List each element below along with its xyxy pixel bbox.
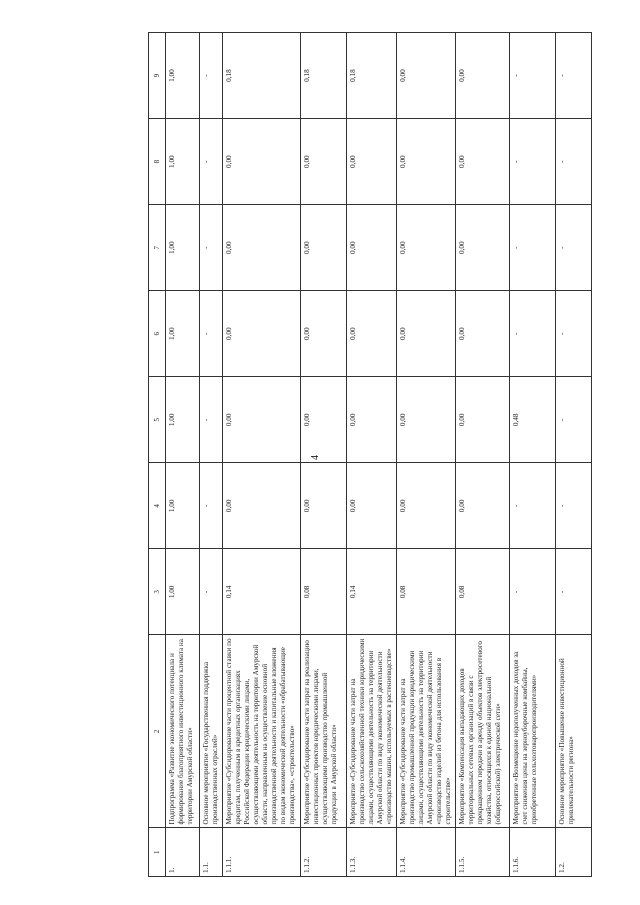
table-row xyxy=(166,33,200,877)
row-value: 1,00 xyxy=(166,119,200,205)
row-code: 1.2. xyxy=(556,828,592,877)
row-description: Подпрограмма «Развитие экономического потенциала и формирование благоприятного инвестиционного климата на территории Амурской области» xyxy=(166,635,200,828)
table-row xyxy=(556,33,592,877)
row-value: - xyxy=(200,33,223,119)
row-code: 1.1.6. xyxy=(510,828,556,877)
row-value: 1,00 xyxy=(166,549,200,635)
row-value: 1,00 xyxy=(166,205,200,291)
row-value: 0,48 xyxy=(510,377,556,463)
row-description: Мероприятие «Субсидирование части затрат на реализацию инвестиционных проектов юридическими лицами, осуществляющими производство промышленной продукции в Амурской области» xyxy=(301,635,347,828)
row-value: 0,08 xyxy=(397,549,456,635)
row-value: 0,18 xyxy=(347,33,397,119)
row-value: 0,00 xyxy=(397,119,456,205)
column-header: 4 xyxy=(149,463,166,549)
row-value: 0,00 xyxy=(223,119,301,205)
row-code: 1.1.4. xyxy=(397,828,456,877)
row-value: 0,08 xyxy=(301,549,347,635)
table-row xyxy=(223,33,301,877)
column-header: 6 xyxy=(149,291,166,377)
row-value: 0,00 xyxy=(223,463,301,549)
row-value: - xyxy=(200,549,223,635)
row-value: 0,00 xyxy=(397,33,456,119)
row-value: - xyxy=(200,291,223,377)
row-value: 0,00 xyxy=(397,291,456,377)
row-value: 0,18 xyxy=(301,33,347,119)
row-value: - xyxy=(510,549,556,635)
table-row xyxy=(200,33,223,877)
row-value: 1,00 xyxy=(166,33,200,119)
row-value: 0,08 xyxy=(456,549,510,635)
row-value: 1,00 xyxy=(166,291,200,377)
column-header: 1 xyxy=(149,828,166,877)
row-value: - xyxy=(200,463,223,549)
row-value: 0,00 xyxy=(456,291,510,377)
row-value: 0,00 xyxy=(456,119,510,205)
row-value: 0,18 xyxy=(223,33,301,119)
row-code: 1.1. xyxy=(200,828,223,877)
row-value: 0,00 xyxy=(223,377,301,463)
row-value: - xyxy=(556,119,592,205)
row-description: Мероприятие «Субсидирование части процентной ставки по кредитам, полученным в кредитных организациях Российской Федерации юридическими лицами, осуществляющими деятельность на территории Амурской области, направленным на осуществление основной производственной деятельности и капитальные вложения по видам экономической деятельности «обрабатывающие производства», «строительство» xyxy=(223,635,301,828)
row-value: 0,00 xyxy=(347,291,397,377)
row-value: 0,00 xyxy=(456,463,510,549)
row-value: 1,00 xyxy=(166,463,200,549)
row-value: - xyxy=(556,463,592,549)
row-value: - xyxy=(200,205,223,291)
row-value: - xyxy=(556,291,592,377)
row-code: 1.1.1. xyxy=(223,828,301,877)
row-description: Основное мероприятие «Повышение инвестиционной привлекательности региона» xyxy=(556,635,592,828)
row-value: 0,00 xyxy=(301,377,347,463)
table-row xyxy=(301,33,347,877)
row-value: - xyxy=(510,33,556,119)
row-value: 0,14 xyxy=(347,549,397,635)
row-description: Основное мероприятие «Государственная поддержка производственных отраслей» xyxy=(200,635,223,828)
row-value: 0,00 xyxy=(456,377,510,463)
row-value: 0,00 xyxy=(223,205,301,291)
table-row xyxy=(397,33,456,877)
table-row xyxy=(456,33,510,877)
row-value: 0,00 xyxy=(301,463,347,549)
row-value: 0,00 xyxy=(456,33,510,119)
row-value: - xyxy=(556,33,592,119)
row-value: - xyxy=(200,119,223,205)
page-number: 4 xyxy=(310,455,321,460)
row-value: - xyxy=(510,119,556,205)
row-value: 0,00 xyxy=(347,119,397,205)
row-value: 0,00 xyxy=(456,205,510,291)
row-description: Мероприятие «Субсидирование части затрат на производство промышленной продукции юридическими лицами, осуществляющими деятельность на территории Амурской области по виду экономической деятельности «производство изделий из бетона для использования в строительстве» xyxy=(397,635,456,828)
row-value: 0,00 xyxy=(347,463,397,549)
row-value: 0,00 xyxy=(397,463,456,549)
row-description: Мероприятие «Компенсация выпадающих доходов территориальных сетевых организаций в связи с прекращением передачи в аренду объектов электросетевого хозяйства, относящихся к единой национальной (общероссийской) электрической сети» xyxy=(456,635,510,828)
row-value: 0,00 xyxy=(301,119,347,205)
row-description: Мероприятие «Субсидирование части затрат на производство сельскохозяйственной техники юридическими лицами, осуществляющими деятельность на территории Амурской области по виду экономической деятельности «производство машин, используемых в растениеводстве» xyxy=(347,635,397,828)
row-code: 1. xyxy=(166,828,200,877)
row-value: 0,00 xyxy=(397,205,456,291)
row-value: 0,00 xyxy=(223,291,301,377)
row-value: 0,14 xyxy=(223,549,301,635)
row-value: 0,00 xyxy=(347,205,397,291)
table-row xyxy=(510,33,556,877)
row-value: 0,00 xyxy=(397,377,456,463)
column-header: 3 xyxy=(149,549,166,635)
row-value: 0,00 xyxy=(301,205,347,291)
row-value: 1,00 xyxy=(166,377,200,463)
row-code: 1.1.5. xyxy=(456,828,510,877)
column-header: 8 xyxy=(149,119,166,205)
row-value: 0,00 xyxy=(347,377,397,463)
row-value: - xyxy=(556,205,592,291)
column-header: 5 xyxy=(149,377,166,463)
row-value: 0,00 xyxy=(301,291,347,377)
row-value: - xyxy=(510,463,556,549)
row-value: - xyxy=(556,549,592,635)
column-header: 7 xyxy=(149,205,166,291)
row-value: - xyxy=(556,377,592,463)
row-value: - xyxy=(200,377,223,463)
column-header: 2 xyxy=(149,635,166,828)
data-table xyxy=(148,32,592,877)
column-header: 9 xyxy=(149,33,166,119)
row-code: 1.1.3. xyxy=(347,828,397,877)
row-code: 1.1.2. xyxy=(301,828,347,877)
rotated-table-container xyxy=(148,32,592,877)
row-value: - xyxy=(510,205,556,291)
row-description: Мероприятие «Возмещение недополученных доходов за счет снижения цены на зерноуборочные комбайны, приобретенные сельхозтоваропроизводителями» xyxy=(510,635,556,828)
row-value: - xyxy=(510,291,556,377)
table-header-row xyxy=(149,33,166,877)
table-row xyxy=(347,33,397,877)
